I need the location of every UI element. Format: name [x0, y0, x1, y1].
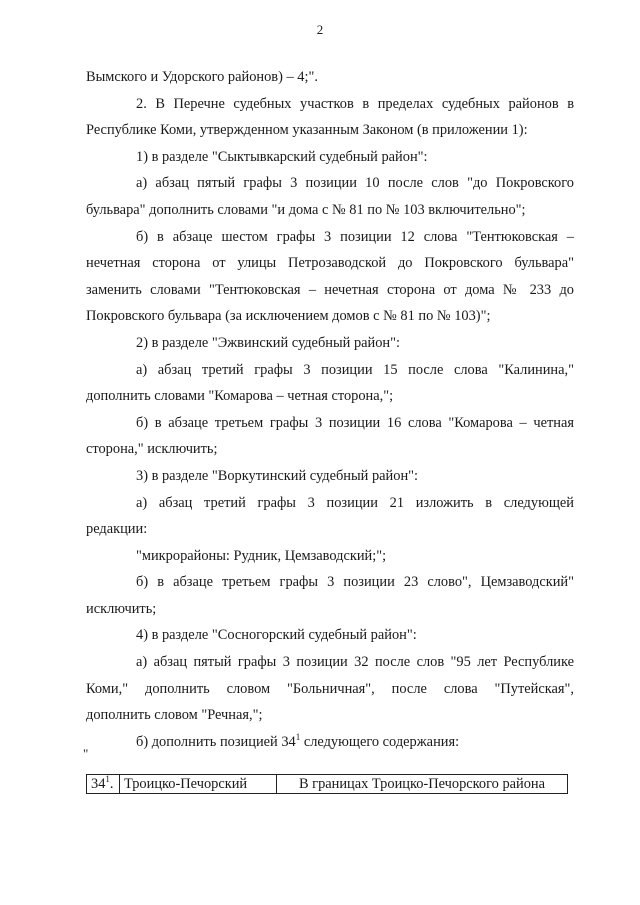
- text-line: 4) в разделе "Сосногорский судебный район":: [136, 627, 417, 644]
- opening-quote-mark: ": [83, 746, 89, 761]
- text-line: бульвара" дополнить словами "и дома с № 81 по № 103 включительно";: [86, 201, 526, 218]
- text-line: а) абзац третий графы 3 позиции 21 изложить в следующей: [136, 494, 574, 511]
- document-body: [86, 64, 574, 755]
- cell-district-name: Троицко-Печорский: [120, 775, 277, 794]
- text-line: дополнить словами "Комарова – четная сторона,";: [86, 388, 394, 405]
- text-line: редакции:: [86, 521, 148, 538]
- text-line: б) в абзаце третьем графы 3 позиции 16 слова "Комарова – четная: [136, 414, 574, 431]
- text-line: 3) в разделе "Воркутинский судебный район":: [136, 467, 419, 484]
- text-line: сторона," исключить;: [86, 441, 218, 458]
- text-line: 1) в разделе "Сыктывкарский судебный район":: [136, 148, 428, 165]
- position-table: [86, 774, 568, 794]
- text-line: Покровского бульвара (за исключением домов с № 81 по № 103)";: [86, 308, 491, 325]
- text-line: б) в абзаце третьем графы 3 позиции 23 слово", Цемзаводский": [136, 574, 574, 591]
- superscript: 1: [295, 732, 301, 743]
- text-line: "микрорайоны: Рудник, Цемзаводский;";: [136, 547, 387, 564]
- text-line: нечетная сторона от улицы Петрозаводской до Покровского бульвара": [86, 255, 574, 272]
- text-line: а) абзац третий графы 3 позиции 15 после слова "Калинина,": [136, 361, 574, 378]
- text-line: 2) в разделе "Эжвинский судебный район":: [136, 334, 400, 351]
- paragraph-lines: [86, 64, 574, 729]
- text-line: заменить словами "Тентюковская – нечетная сторона от дома № 233 до: [86, 281, 574, 298]
- text-line: дополнить словом "Речная,";: [86, 707, 263, 724]
- page-number: 2: [316, 22, 324, 37]
- text-line-position-34-1: [86, 729, 574, 756]
- text-line: исключить;: [86, 600, 157, 617]
- text-line: Коми," дополнить словом "Больничная", после слова "Путейская",: [86, 680, 574, 697]
- cell-position-number: $34^1$.: [87, 775, 120, 794]
- text-line: 2. В Перечне судебных участков в пределах судебных районов в: [136, 95, 574, 112]
- text-line: а) абзац пятый графы 3 позиции 32 после слов "95 лет Республике: [136, 654, 574, 671]
- text-line-after: следующего содержания:: [300, 733, 460, 750]
- text-line: Республике Коми, утвержденном указанным Законом (в приложении 1):: [86, 122, 528, 139]
- text-line: а) абзац пятый графы 3 позиции 10 после слов "до Покровского: [136, 175, 574, 192]
- table-row: [87, 775, 568, 794]
- text-line: Вымского и Удорского районов) – 4;".: [86, 69, 318, 85]
- cell-district-bounds: В границах Троицко-Печорского района: [277, 775, 568, 794]
- text-line: б) в абзаце шестом графы 3 позиции 12 слова "Тентюковская –: [136, 228, 574, 245]
- text-line-before: б) дополнить позицией 34: [136, 733, 296, 750]
